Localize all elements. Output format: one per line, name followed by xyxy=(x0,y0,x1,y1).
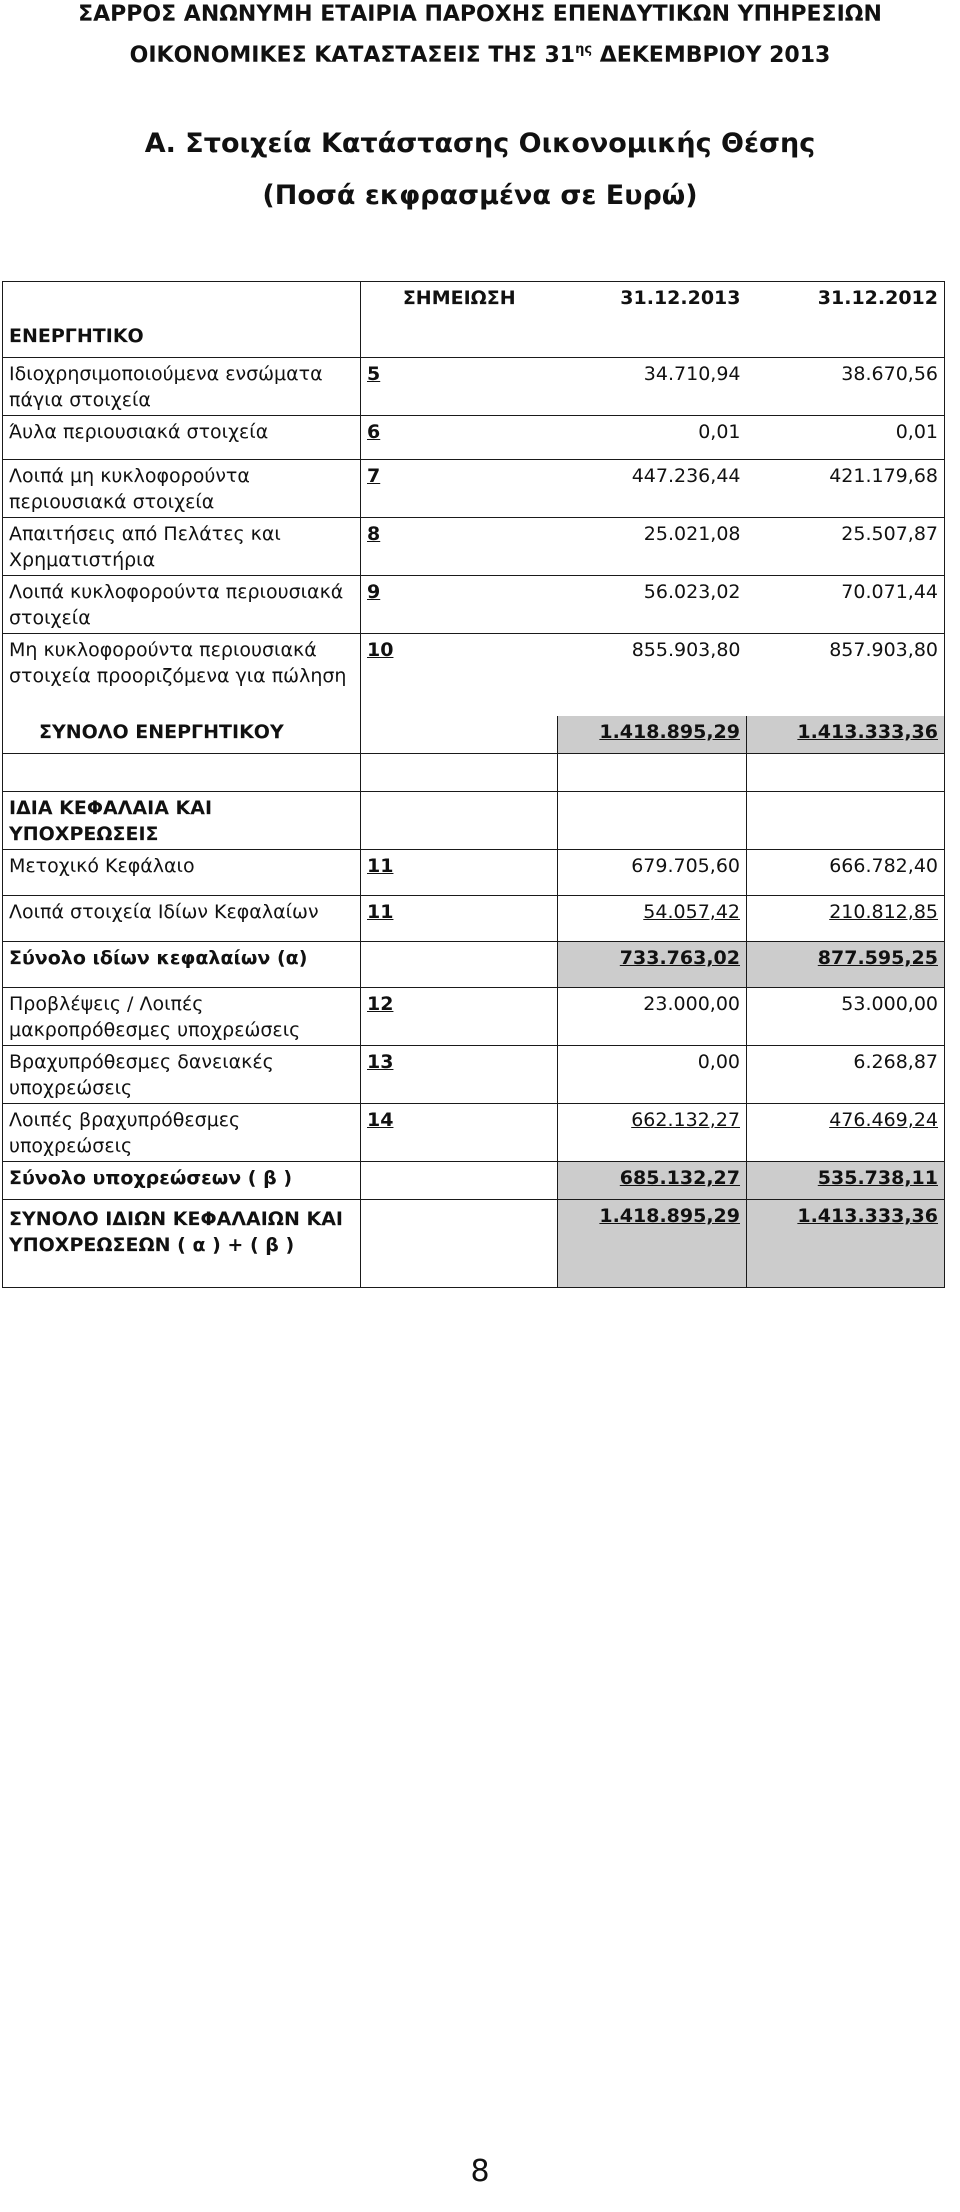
blank-header-cell xyxy=(3,282,361,320)
spacer-cell xyxy=(3,754,361,792)
spacer-cell xyxy=(361,754,558,792)
equity-total-label: Σύνολο ιδίων κεφαλαίων (α) xyxy=(3,942,361,988)
row-value-2013: 0,01 xyxy=(558,416,747,460)
row-value-2013: 662.132,27 xyxy=(558,1104,747,1162)
year-2013-column-header: 31.12.2013 xyxy=(558,282,747,320)
equity-liabilities-heading-row xyxy=(3,792,945,850)
statements-ordinal-sup: ης xyxy=(575,42,593,57)
row-note: 10 xyxy=(361,634,558,716)
table-row xyxy=(3,460,945,518)
assets-total-row xyxy=(3,716,945,754)
spacer-cell xyxy=(747,754,945,792)
row-label: Λοιπές βραχυπρόθεσμες υποχρεώσεις xyxy=(3,1104,361,1162)
assets-total-note-blank xyxy=(361,716,558,754)
row-value-2013: 855.903,80 xyxy=(558,634,747,716)
table-row xyxy=(3,416,945,460)
equity-total-2012: 877.595,25 xyxy=(747,942,945,988)
statements-suffix: ΔΕΚΕΜΒΡΙΟΥ 2013 xyxy=(592,43,831,68)
page-number: 8 xyxy=(470,2154,490,2189)
row-value-2012: 53.000,00 xyxy=(747,988,945,1046)
row-note: 6 xyxy=(361,416,558,460)
row-value-2013: 679.705,60 xyxy=(558,850,747,896)
statements-prefix: ΟΙΚΟΝΟΜΙΚΕΣ ΚΑΤΑΣΤΑΣΕΙΣ ΤΗΣ 31 xyxy=(129,43,576,68)
heading-blank xyxy=(361,792,558,850)
row-value-2013: 25.021,08 xyxy=(558,518,747,576)
table-row xyxy=(3,518,945,576)
row-label: Μη κυκλοφορούντα περιουσιακά στοιχεία προοριζόμενα για πώληση xyxy=(3,634,361,716)
statements-title xyxy=(0,42,960,68)
row-label: Λοιπά κυκλοφορούντα περιουσιακά στοιχεία xyxy=(3,576,361,634)
row-note: 12 xyxy=(361,988,558,1046)
row-note: 8 xyxy=(361,518,558,576)
row-value-2012: 0,01 xyxy=(747,416,945,460)
row-value-2012: 857.903,80 xyxy=(747,634,945,716)
note-column-header: ΣΗΜΕΙΩΣΗ xyxy=(361,282,558,320)
table-row xyxy=(3,358,945,416)
column-header-row xyxy=(3,282,945,320)
assets-heading: ΕΝΕΡΓΗΤΙΚΟ xyxy=(3,320,361,358)
row-label: Λοιπά στοιχεία Ιδίων Κεφαλαίων xyxy=(3,896,361,942)
company-name: ΣΑΡΡΟΣ ΑΝΩΝΥΜΗ ΕΤΑΙΡΙΑ ΠΑΡΟΧΗΣ ΕΠΕΝΔΥΤΙΚΩΝ ΥΠΗΡΕΣΙΩΝ xyxy=(78,2,882,27)
row-value-2012: 210.812,85 xyxy=(747,896,945,942)
row-value-2012: 421.179,68 xyxy=(747,460,945,518)
row-value-2013: 56.023,02 xyxy=(558,576,747,634)
table-row xyxy=(3,896,945,942)
row-note: 13 xyxy=(361,1046,558,1104)
heading-blank xyxy=(747,792,945,850)
assets-total-2012: 1.413.333,36 xyxy=(747,716,945,754)
grand-total-2012: 1.413.333,36 xyxy=(747,1200,945,1288)
spacer-row xyxy=(3,754,945,792)
row-value-2013: 447.236,44 xyxy=(558,460,747,518)
row-label: Βραχυπρόθεσμες δανειακές υποχρεώσεις xyxy=(3,1046,361,1104)
row-value-2012: 666.782,40 xyxy=(747,850,945,896)
year-2012-column-header: 31.12.2012 xyxy=(747,282,945,320)
row-value-2013: 23.000,00 xyxy=(558,988,747,1046)
grand-total-label: ΣΥΝΟΛΟ ΙΔΙΩΝ ΚΕΦΑΛΑΙΩΝ ΚΑΙ ΥΠΟΧΡΕΩΣΕΩΝ ( α ) + ( β ) xyxy=(3,1200,361,1288)
equity-total-note-blank xyxy=(361,942,558,988)
assets-total-2013: 1.418.895,29 xyxy=(558,716,747,754)
equity-total-row xyxy=(3,942,945,988)
table-row xyxy=(3,850,945,896)
row-note: 14 xyxy=(361,1104,558,1162)
row-value-2012: 6.268,87 xyxy=(747,1046,945,1104)
equity-liabilities-heading: ΙΔΙΑ ΚΕΦΑΛΑΙΑ ΚΑΙ ΥΠΟΧΡΕΩΣΕΙΣ xyxy=(3,792,361,850)
row-note: 11 xyxy=(361,850,558,896)
row-value-2013: 0,00 xyxy=(558,1046,747,1104)
row-label: Προβλέψεις / Λοιπές μακροπρόθεσμες υποχρεώσεις xyxy=(3,988,361,1046)
liabilities-total-row xyxy=(3,1162,945,1200)
assets-heading-blank xyxy=(361,320,945,358)
balance-sheet-table xyxy=(2,281,945,1288)
assets-heading-row xyxy=(3,320,945,358)
liabilities-total-2012: 535.738,11 xyxy=(747,1162,945,1200)
row-value-2012: 25.507,87 xyxy=(747,518,945,576)
table-row xyxy=(3,988,945,1046)
row-label: Λοιπά μη κυκλοφορούντα περιουσιακά στοιχεία xyxy=(3,460,361,518)
table-row xyxy=(3,634,945,716)
section-title: Α. Στοιχεία Κατάστασης Οικονομικής Θέσης xyxy=(144,128,816,159)
assets-total-label: ΣΥΝΟΛΟ ΕΝΕΡΓΗΤΙΚΟΥ xyxy=(3,716,361,754)
row-value-2012: 476.469,24 xyxy=(747,1104,945,1162)
row-note: 7 xyxy=(361,460,558,518)
row-value-2013: 34.710,94 xyxy=(558,358,747,416)
table-row xyxy=(3,576,945,634)
liabilities-total-note-blank xyxy=(361,1162,558,1200)
spacer-cell xyxy=(558,754,747,792)
row-label: Απαιτήσεις από Πελάτες και Χρηματιστήρια xyxy=(3,518,361,576)
row-note: 5 xyxy=(361,358,558,416)
liabilities-total-label: Σύνολο υποχρεώσεων ( β ) xyxy=(3,1162,361,1200)
row-label: Μετοχικό Κεφάλαιο xyxy=(3,850,361,896)
grand-total-row xyxy=(3,1200,945,1288)
table-row xyxy=(3,1046,945,1104)
equity-total-2013: 733.763,02 xyxy=(558,942,747,988)
row-label: Ιδιοχρησιμοποιούμενα ενσώματα πάγια στοιχεία xyxy=(3,358,361,416)
row-label: Άυλα περιουσιακά στοιχεία xyxy=(3,416,361,460)
liabilities-total-2013: 685.132,27 xyxy=(558,1162,747,1200)
row-value-2013: 54.057,42 xyxy=(558,896,747,942)
grand-total-note-blank xyxy=(361,1200,558,1288)
grand-total-2013: 1.418.895,29 xyxy=(558,1200,747,1288)
row-note: 11 xyxy=(361,896,558,942)
row-value-2012: 70.071,44 xyxy=(747,576,945,634)
row-value-2012: 38.670,56 xyxy=(747,358,945,416)
table-row xyxy=(3,1104,945,1162)
heading-blank xyxy=(558,792,747,850)
currency-note: (Ποσά εκφρασμένα σε Ευρώ) xyxy=(262,180,698,211)
row-note: 9 xyxy=(361,576,558,634)
